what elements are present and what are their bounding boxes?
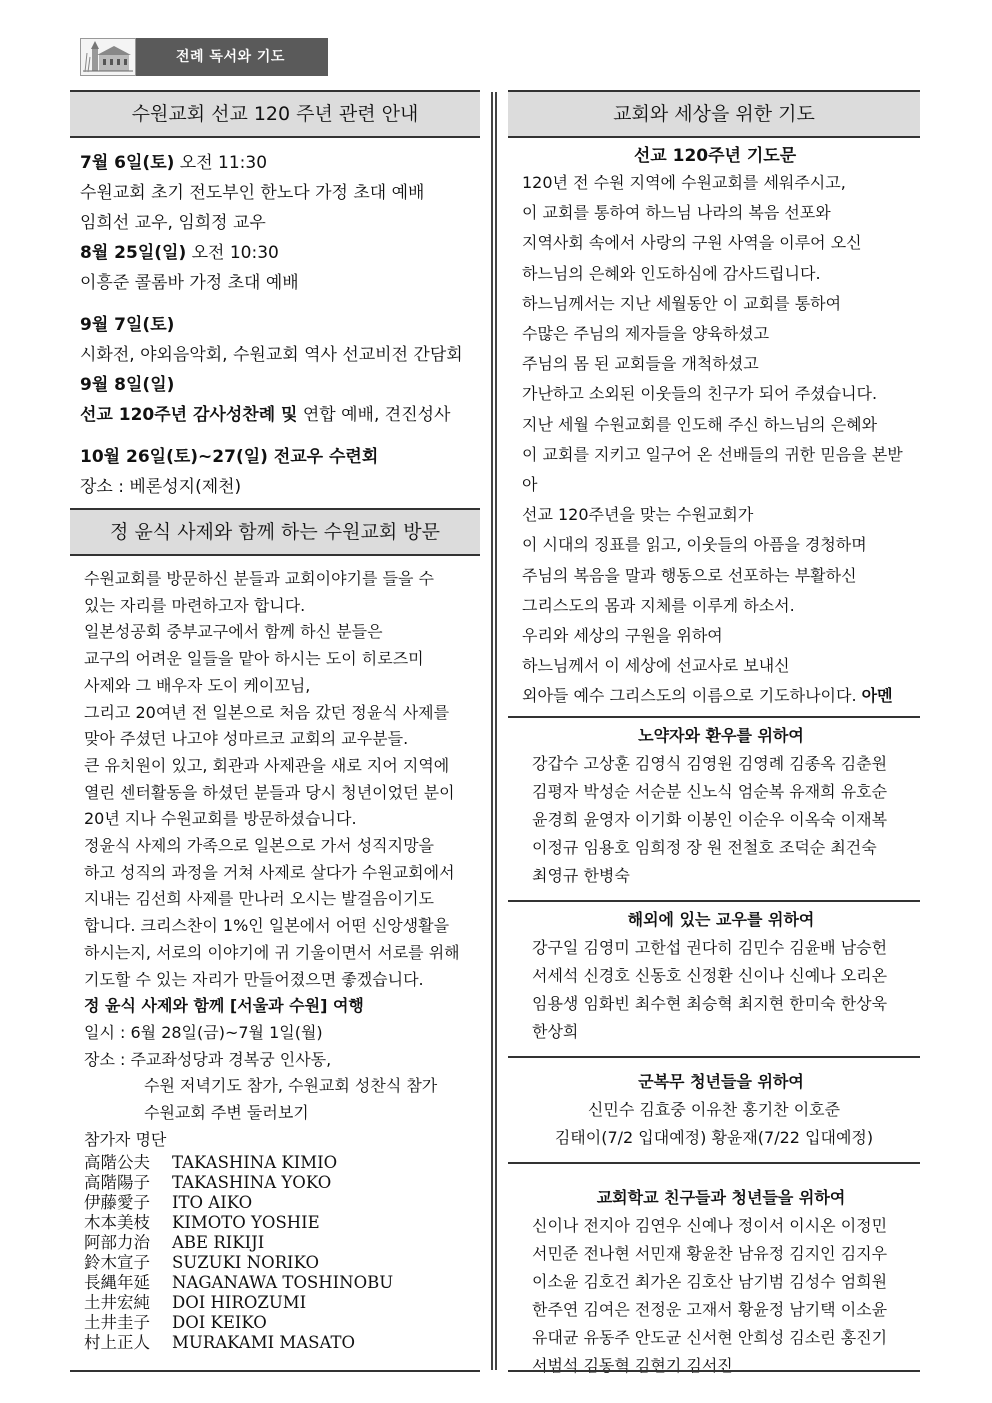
- right-column: [508, 90, 920, 1390]
- prayer-list-names: 서세석 신경호 신동호 신정환 신이나 신예나 오리온: [532, 965, 888, 985]
- event-desc-rest: 연합 예배, 견진성사: [297, 405, 451, 425]
- trip-place: 장소 : 주교좌성당과 경복궁 인사동,: [84, 1049, 332, 1069]
- trip-place-line: 수원 저녁기도 참가, 수원교회 성찬식 참가: [144, 1076, 438, 1096]
- participant-name-en: MURAKAMI MASATO: [172, 1333, 356, 1353]
- participant-row: [84, 1333, 468, 1353]
- event-date: 9월 8일(일): [80, 375, 175, 395]
- event-date: 8월 25일(일): [80, 243, 187, 263]
- visit-paragraph-line: 지내는 김선희 사제를 만나러 오시는 발걸음이기도: [84, 889, 435, 909]
- participant-row: [84, 1153, 468, 1173]
- prayer-list-names: 임용생 임화빈 최수현 최승혁 최지현 한미숙 한상욱: [532, 993, 888, 1013]
- prayer-line: 지난 세월 수원교회를 인도해 주신 하느님의 은혜와: [522, 414, 878, 434]
- left-column: [70, 90, 480, 1353]
- participant-name-jp: 高階公夫: [84, 1153, 150, 1173]
- visit-paragraph: [84, 566, 468, 993]
- prayer-list-title: 노약자와 환우를 위하여: [638, 725, 804, 745]
- prayer-list-names: 신이나 전지아 김연우 신예나 정이서 이시온 이정민: [532, 1215, 888, 1235]
- participants-label: 참가자 명단: [84, 1129, 167, 1149]
- event-date: 9월 7일(토): [80, 315, 175, 335]
- prayer-line: 주님의 몸 된 교회들을 개척하셨고: [522, 354, 759, 374]
- prayer-text: [522, 168, 908, 681]
- prayer-list-names: 서범석 김동혁 김현기 김서진: [532, 1355, 733, 1375]
- participant-name-en: NAGANAWA TOSHINOBU: [172, 1273, 394, 1293]
- participant-name-jp: 伊藤愛子: [84, 1193, 150, 1213]
- participant-row: [84, 1193, 468, 1213]
- participant-name-en: SUZUKI NORIKO: [172, 1253, 319, 1273]
- participant-name-en: DOI HIROZUMI: [172, 1293, 307, 1313]
- participant-row: [84, 1273, 468, 1293]
- participant-row: [84, 1233, 468, 1253]
- event-desc: [80, 400, 470, 430]
- prayer-line: 지역사회 속에서 사랑의 구원 사역을 이루어 오신: [522, 233, 862, 253]
- bottom-rule-right: [508, 1370, 920, 1372]
- page-header: [80, 38, 328, 76]
- prayer-list: [508, 716, 920, 900]
- visit-paragraph-line: 일본성공회 중부교구에서 함께 하신 분들은: [84, 622, 383, 642]
- event-date: 7월 6일(토): [80, 153, 175, 173]
- event-place: 장소 : 베론성지(제천): [80, 477, 242, 497]
- visit-paragraph-line: 하시는지, 서로의 이야기에 귀 기울이면서 서로를 위해: [84, 942, 460, 962]
- prayer-title: 선교 120주년 기도문: [633, 146, 797, 166]
- prayer-section-title: 교회와 세상을 위한 기도: [508, 90, 920, 138]
- prayer-list-names: 윤경희 윤영자 이기화 이봉인 이순우 이옥숙 이재복: [532, 809, 888, 829]
- prayer-list-names: 서민준 전나현 서민재 황윤찬 남유정 김지인 김지우: [532, 1243, 888, 1263]
- prayer-line: 하느님께서는 지난 세월동안 이 교회를 통하여: [522, 293, 842, 313]
- participant-name-jp: 木本美枝: [84, 1213, 150, 1233]
- event-time: 오전 11:30: [174, 153, 268, 173]
- participant-name-en: TAKASHINA YOKO: [172, 1173, 332, 1193]
- participant-name-jp: 高階陽子: [84, 1173, 150, 1193]
- prayer-list-names: 이정규 임용호 임희정 장 원 전철호 조덕순 최건숙: [532, 837, 877, 857]
- prayer-list-names: 최영규 한병숙: [532, 865, 630, 885]
- church-logo: [80, 38, 136, 76]
- visit-paragraph-line: 교구의 어려운 일들을 맡아 하시는 도이 히로즈미: [84, 649, 424, 669]
- participant-name-jp: 阿部力治: [84, 1233, 150, 1253]
- prayer-list-names: 이소윤 김호건 최가온 김호산 남기범 김성수 엄희원: [532, 1271, 888, 1291]
- column-divider: [491, 92, 497, 1370]
- anniversary-section-title: 수원교회 선교 120 주년 관련 안내: [70, 90, 480, 138]
- prayer-list-names: 한상희: [532, 1021, 579, 1041]
- participant-row: [84, 1173, 468, 1193]
- visit-paragraph-line: 20년 지나 수원교회를 방문하셨습니다.: [84, 809, 357, 829]
- prayer-line: 수많은 주님의 제자들을 양육하셨고: [522, 324, 770, 344]
- participant-name-jp: 鈴木宣子: [84, 1253, 150, 1273]
- prayer-line: 외아들 예수 그리스도의 이름으로 기도하나이다.: [522, 686, 862, 706]
- anniversary-schedule: [70, 138, 480, 508]
- event-desc: 수원교회 초기 전도부인 한노다 가정 초대 예배: [80, 183, 425, 203]
- visit-paragraph-line: 수원교회를 방문하신 분들과 교회이야기를 들을 수: [84, 569, 435, 588]
- participant-row: [84, 1213, 468, 1233]
- prayer-last-line: [522, 681, 908, 711]
- event-date: 10월 26일(토)~27(일) 전교우 수련회: [80, 447, 379, 467]
- prayer-list-names: 김평자 박성순 서순분 신노식 엄순복 유재희 유호순: [532, 781, 888, 801]
- prayer-list-names: 김태이(7/2 입대예정) 황윤재(7/22 입대예정): [554, 1127, 874, 1147]
- prayer-list: [508, 900, 920, 1056]
- prayer-line: 이 교회를 지키고 일구어 온 선배들의 귀한 믿음을 본받아: [522, 444, 903, 495]
- participant-row: [84, 1253, 468, 1273]
- event-desc: 시화전, 야외음악회, 수원교회 역사 선교비전 간담회: [80, 345, 463, 365]
- visit-section-title: 정 윤식 사제와 함께 하는 수원교회 방문: [70, 508, 480, 556]
- prayer-line: 그리스도의 몸과 지체를 이루게 하소서.: [522, 595, 795, 615]
- participant-row: [84, 1293, 468, 1313]
- amen: 아멘: [861, 686, 893, 706]
- event-aug25: [80, 238, 470, 268]
- prayer-list-names: 강갑수 고상훈 김영식 김영원 김영례 김종옥 김춘원: [532, 753, 888, 773]
- visit-paragraph-line: 합니다. 크리스찬이 1%인 일본에서 어떤 신앙생활을: [84, 916, 450, 936]
- event-jul6: [80, 148, 470, 178]
- prayer-list-names: 한주연 김여은 전정운 고재서 황윤정 남기택 이소윤: [532, 1299, 888, 1319]
- prayer-list-names: 유대균 유동주 안도균 신서현 안희성 김소린 홍진기: [532, 1327, 888, 1347]
- event-highlight: 선교 120주년 감사성찬례 및: [80, 405, 298, 425]
- participant-name-en: ITO AIKO: [172, 1193, 253, 1213]
- prayer-list: [508, 1162, 920, 1390]
- prayer-line: 하느님의 은혜와 인도하심에 감사드립니다.: [522, 263, 821, 283]
- visit-paragraph-line: 열린 센터활동을 하셨던 분들과 당시 청년이었던 분이: [84, 782, 455, 802]
- anniversary-prayer: [508, 138, 920, 716]
- prayer-line: 하느님께서 이 세상에 선교사로 보내신: [522, 656, 790, 676]
- visit-paragraph-line: 정윤식 사제의 가족으로 일본으로 가서 성직지망을: [84, 836, 435, 856]
- visit-paragraph-line: 그리고 20여년 전 일본으로 처음 갔던 정윤식 사제를: [84, 702, 450, 722]
- event-desc: 이흥준 콜롬바 가정 초대 예배: [80, 273, 299, 293]
- prayer-line: 이 교회를 통하여 하느님 나라의 복음 선포와: [522, 203, 831, 223]
- prayer-line: 가난하고 소외된 이웃들의 친구가 되어 주셨습니다.: [522, 384, 878, 404]
- participant-name-en: DOI KEIKO: [172, 1313, 267, 1333]
- prayer-list-title: 교회학교 친구들과 청년들을 위하여: [596, 1187, 846, 1207]
- prayer-list-names: 신민수 김효중 이유찬 홍기찬 이호준: [587, 1099, 841, 1119]
- participant-name-en: ABE RIKIJI: [172, 1233, 265, 1253]
- visit-paragraph-line: 기도할 수 있는 자리가 만들어졌으면 좋겠습니다.: [84, 969, 424, 989]
- participant-row: [84, 1313, 468, 1333]
- participant-name-jp: 土井圭子: [84, 1313, 150, 1333]
- church-icon: [81, 39, 135, 75]
- participant-name-en: KIMOTO YOSHIE: [172, 1213, 320, 1233]
- participant-name-jp: 長縄年延: [84, 1273, 150, 1293]
- prayer-list-names: 강구일 김영미 고한섭 권다히 김민수 김윤배 남승헌: [532, 937, 888, 957]
- event-desc: 임희선 교우, 임희정 교우: [80, 213, 266, 233]
- prayer-line: 선교 120주년을 맞는 수원교회가: [522, 505, 754, 525]
- participant-name-jp: 土井宏純: [84, 1293, 150, 1313]
- visit-paragraph-line: 있는 자리를 마련하고자 합니다.: [84, 595, 306, 615]
- prayer-line: 주님의 복음을 말과 행동으로 선포하는 부활하신: [522, 565, 857, 585]
- participant-name-en: TAKASHINA KIMIO: [172, 1153, 338, 1173]
- trip-schedule: 일시 : 6월 28일(금)~7월 1일(월): [84, 1022, 323, 1042]
- prayer-line: 이 시대의 징표를 읽고, 이웃들의 아픔을 경청하며: [522, 535, 867, 555]
- visit-paragraph-line: 큰 유치원이 있고, 회관과 사제관을 새로 지어 지역에: [84, 755, 450, 775]
- header-title: 전례 독서와 기도: [136, 38, 328, 76]
- prayer-list-title: 군복무 청년들을 위하여: [638, 1071, 804, 1091]
- event-time: 오전 10:30: [186, 243, 279, 263]
- visit-paragraph-line: 하고 성직의 과정을 거쳐 사제로 살다가 수원교회에서: [84, 862, 455, 882]
- visit-paragraph-line: 맞아 주셨던 나고야 성마르코 교회의 교우분들.: [84, 729, 409, 749]
- participants-list: [84, 1153, 468, 1353]
- prayer-line: 우리와 세상의 구원을 위하여: [522, 626, 723, 646]
- prayer-list-title: 해외에 있는 교우를 위하여: [627, 909, 815, 929]
- trip-place-line: 수원교회 주변 둘러보기: [144, 1103, 309, 1123]
- participant-name-jp: 村上正人: [84, 1333, 150, 1353]
- visit-paragraph-line: 사제와 그 배우자 도이 케이꼬님,: [84, 675, 311, 695]
- bottom-rule-left: [70, 1370, 480, 1372]
- trip-title: 정 윤식 사제와 함께 [서울과 수원] 여행: [84, 996, 364, 1016]
- prayer-list: [508, 1056, 920, 1162]
- visit-body: [70, 556, 480, 1353]
- prayer-line: 120년 전 수원 지역에 수원교회를 세워주시고,: [522, 173, 846, 192]
- prayer-lists: [508, 716, 920, 1390]
